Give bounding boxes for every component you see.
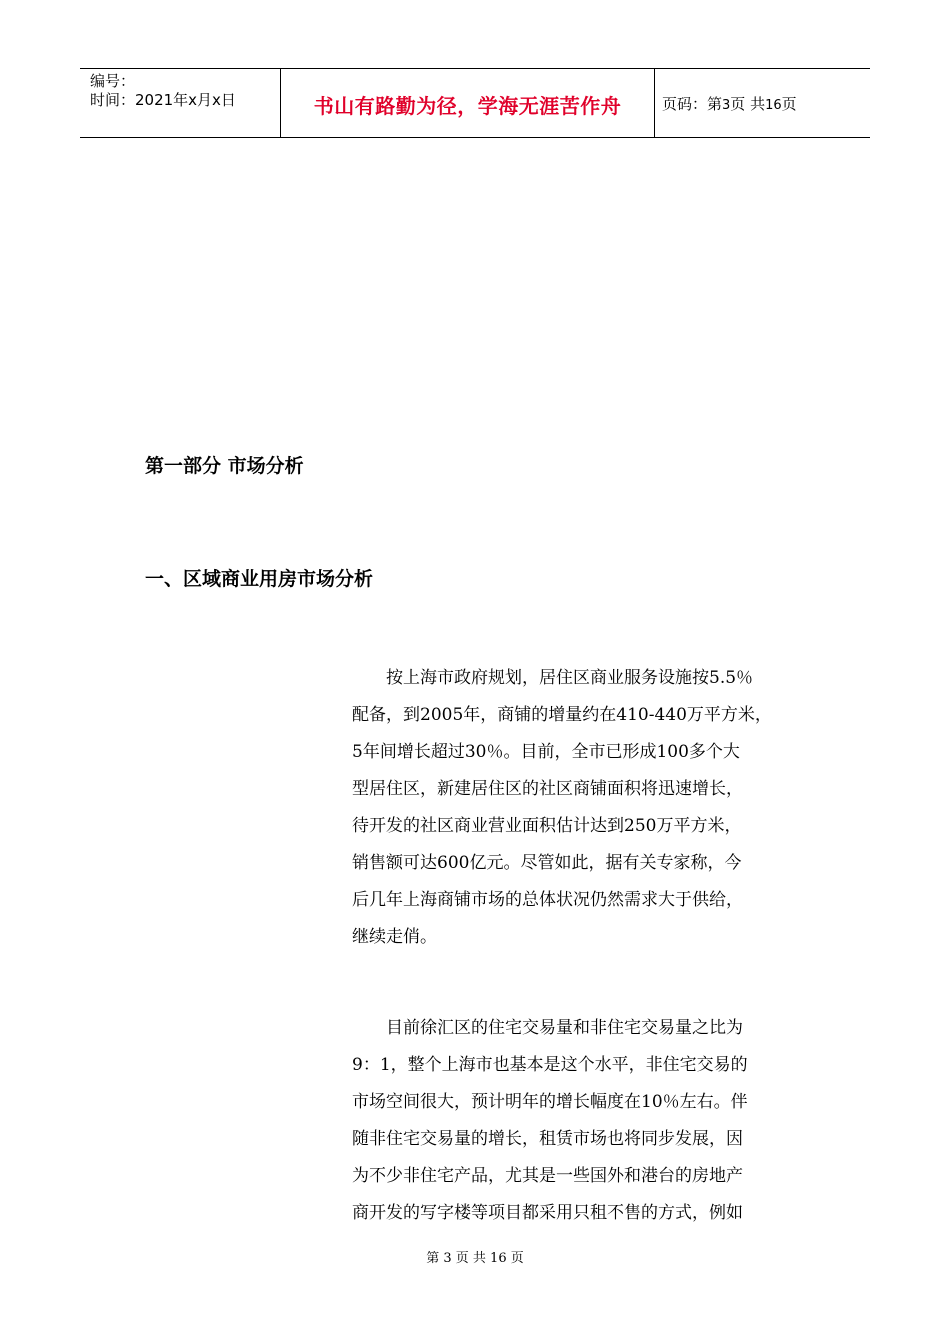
paragraph-line: 随非住宅交易量的增长，租赁市场也将同步发展，因: [352, 1129, 743, 1149]
page-label-prefix: 页码：第: [662, 95, 723, 113]
paragraph-line: 按上海市政府规划，居住区商业服务设施按5.5％: [352, 668, 754, 688]
page-current-number: 3: [722, 98, 731, 113]
paragraph-line: 配备，到2005年，商铺的增量约在410-440万平方米，: [352, 705, 772, 725]
paragraph-line: 为不少非住宅产品，尤其是一些国外和港台的房地产: [352, 1166, 743, 1186]
part-title: 第一部分 市场分析: [145, 455, 304, 477]
paragraph-line: 销售额可达600亿元。尽管如此，据有关专家称，今: [352, 853, 742, 873]
page-label-mid: 页 共: [730, 95, 766, 113]
header-page-cell: [654, 69, 870, 137]
header-motto: 书山有路勤为径，学海无涯苦作舟: [313, 94, 622, 118]
page-footer: 第 3 页 共 16 页: [426, 1251, 524, 1266]
paragraph-line: 继续走俏。: [352, 927, 437, 947]
section-title: 一、区域商业用房市场分析: [145, 568, 374, 590]
paragraph-line: 型居住区，新建居住区的社区商铺面积将迅速增长，: [352, 779, 743, 799]
paragraph-line: 待开发的社区商业营业面积估计达到250万平方米，: [352, 816, 742, 836]
header-motto-cell: [280, 69, 655, 137]
body-paragraph: [352, 660, 812, 956]
paragraph-line: 商开发的写字楼等项目都采用只租不售的方式，例如: [352, 1203, 743, 1223]
header-meta-cell: [80, 69, 280, 137]
header-page-indicator: [662, 93, 797, 114]
paragraph-line: 后几年上海商铺市场的总体状况仍然需求大于供给，: [352, 890, 743, 910]
paragraph-line: 9：1，整个上海市也基本是这个水平，非住宅交易的: [352, 1055, 748, 1075]
document-date-label: 时间：2021年x月x日: [90, 91, 236, 109]
paragraph-line: 目前徐汇区的住宅交易量和非住宅交易量之比为: [352, 1018, 743, 1038]
document-number-label: 编号：: [90, 72, 136, 90]
paragraph-line: 5年间增长超过30％。目前，全市已形成100多个大: [352, 742, 740, 762]
body-paragraph: [352, 1010, 812, 1232]
page-total-number: 16: [765, 98, 782, 113]
page-header: [80, 68, 870, 138]
page-label-suffix: 页: [781, 95, 797, 113]
paragraph-line: 市场空间很大，预计明年的增长幅度在10％左右。伴: [352, 1092, 748, 1112]
